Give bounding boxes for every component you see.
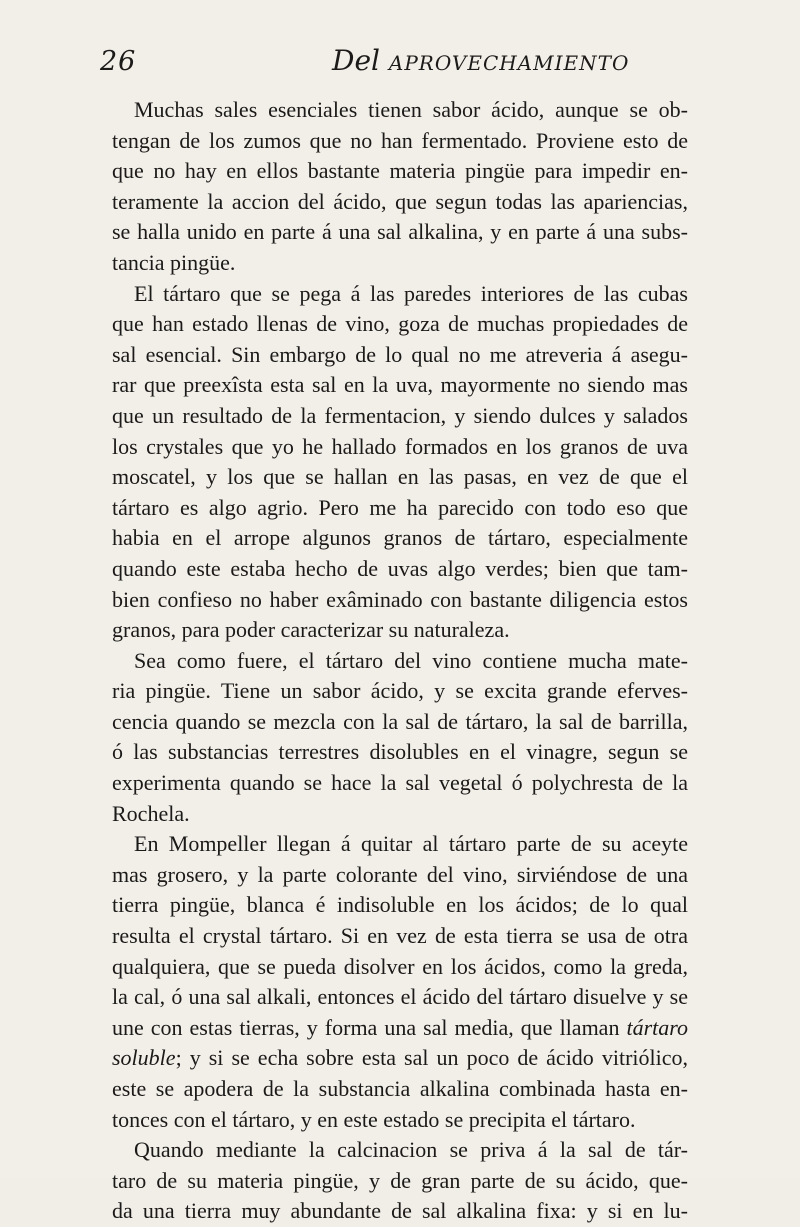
line-text: tonces con el tártaro, y en este estado se precipita el tártaro. — [112, 1106, 636, 1132]
text-line — [112, 279, 688, 310]
line-text: la cal, ó una sal alkali, entonces el ácido del tártaro disuelve y se — [112, 984, 688, 1010]
line-text: que no hay en ellos bastante materia pingüe para impedir en- — [112, 158, 688, 184]
page-number: 26 — [100, 46, 137, 77]
text-line — [112, 493, 688, 524]
italic-term: tártaro — [626, 1014, 688, 1040]
text-line — [112, 126, 688, 157]
line-text: qualquiera, que se pueda disolver en los ácidos, como la greda, — [112, 953, 688, 979]
text-line — [112, 156, 688, 187]
line-text: que han estado llenas de vino, goza de muchas propiedades de — [112, 311, 688, 337]
line-text: tengan de los zumos que no han fermentado. Proviene esto de — [112, 127, 688, 153]
text-line — [112, 523, 688, 554]
text-line — [112, 370, 688, 401]
text-line — [112, 1043, 688, 1074]
line-text: teramente la accion del ácido, que segun todas las apariencias, — [112, 188, 688, 214]
line-text: En Mompeller llegan á quitar al tártaro parte de su aceyte — [134, 831, 688, 857]
text-line — [112, 707, 688, 738]
line-text: Quando mediante la calcinacion se priva á la sal de tár- — [134, 1137, 688, 1163]
line-text: cencia quando se mezcla con la sal de tártaro, la sal de barrilla, — [112, 708, 688, 734]
line-text: taro de su materia pingüe, y de gran parte de su ácido, que- — [112, 1167, 688, 1193]
line-text: tancia pingüe. — [112, 249, 236, 275]
running-head — [100, 44, 700, 84]
line-text: moscatel, y los que se hallan en las pasas, en vez de que el — [112, 464, 688, 490]
line-text: Muchas sales esenciales tienen sabor ácido, aunque se ob- — [134, 97, 688, 122]
line-text: quando este estaba hecho de uvas algo verdes; bien que tam- — [112, 555, 688, 581]
text-line — [112, 982, 688, 1013]
running-title-rest: APROVECHAMIENTO — [388, 51, 630, 75]
text-line — [112, 217, 688, 248]
line-text: resulta el crystal tártaro. Si en vez de esta tierra se usa de otra — [112, 923, 688, 949]
running-title — [332, 44, 629, 77]
text-line — [112, 187, 688, 218]
line-text: granos, para poder caracterizar su naturaleza. — [112, 617, 510, 643]
text-line — [112, 462, 688, 493]
text-line — [112, 737, 688, 768]
line-text: da una tierra muy abundante de sal alkalina fixa: y si en lu- — [112, 1198, 688, 1224]
text-line — [112, 401, 688, 432]
body-text — [112, 95, 688, 1227]
line-text: mas grosero, y la parte colorante del vino, sirviéndose de una — [112, 861, 688, 887]
text-line — [112, 921, 688, 952]
text-line — [112, 432, 688, 463]
line-text: tierra pingüe, blanca é indisoluble en los ácidos; de lo qual — [112, 892, 688, 918]
text-line — [112, 340, 688, 371]
text-line — [112, 1013, 688, 1044]
line-text: rar que preexîsta esta sal en la uva, mayormente no siendo mas — [112, 372, 688, 398]
text-line — [112, 646, 688, 677]
line-text: se halla unido en parte á una sal alkalina, y en parte á una subs- — [112, 219, 688, 245]
line-text: Rochela. — [112, 800, 190, 826]
text-line — [112, 829, 688, 860]
line-text: que un resultado de la fermentacion, y siendo dulces y salados — [112, 402, 688, 428]
text-line — [112, 952, 688, 983]
text-line — [112, 799, 688, 830]
text-line — [112, 1196, 688, 1227]
line-text: ria pingüe. Tiene un sabor ácido, y se excita grande eferves- — [112, 678, 688, 704]
line-text: experimenta quando se hace la sal vegetal ó polychresta de la — [112, 770, 688, 796]
italic-term: soluble — [112, 1045, 176, 1071]
line-text: ; y si se echa sobre esta sal un poco de ácido vitriólico, — [175, 1045, 688, 1071]
text-line — [112, 309, 688, 340]
text-line — [112, 248, 688, 279]
text-line — [112, 860, 688, 891]
line-text: tártaro es algo agrio. Pero me ha parecido con todo eso que — [112, 494, 688, 520]
line-text: bien confieso no haber exâminado con bastante diligencia estos — [112, 586, 688, 612]
text-line — [112, 554, 688, 585]
text-line — [112, 768, 688, 799]
text-line — [112, 676, 688, 707]
line-text: habia en el arrope algunos granos de tártaro, especialmente — [112, 525, 688, 551]
line-text: El tártaro que se pega á las paredes interiores de las cubas — [134, 280, 688, 306]
line-text: los crystales que yo he hallado formados en los granos de uva — [112, 433, 688, 459]
text-line — [112, 585, 688, 616]
text-line — [112, 1135, 688, 1166]
text-line — [112, 95, 688, 126]
text-line — [112, 1166, 688, 1197]
text-line — [112, 615, 688, 646]
line-text: une con estas tierras, y forma una sal media, que llaman — [112, 1014, 620, 1040]
text-line — [112, 1074, 688, 1105]
line-text: este se apodera de la substancia alkalina combinada hasta en- — [112, 1076, 688, 1101]
line-text: sal esencial. Sin embargo de lo qual no me atreveria á asegu- — [112, 341, 688, 367]
text-line — [112, 1105, 688, 1136]
running-title-first-word: Del — [332, 44, 380, 77]
text-line — [112, 890, 688, 921]
line-text: Sea como fuere, el tártaro del vino contiene mucha mate- — [134, 647, 688, 673]
line-text: ó las substancias terrestres disolubles en el vinagre, segun se — [112, 739, 688, 765]
